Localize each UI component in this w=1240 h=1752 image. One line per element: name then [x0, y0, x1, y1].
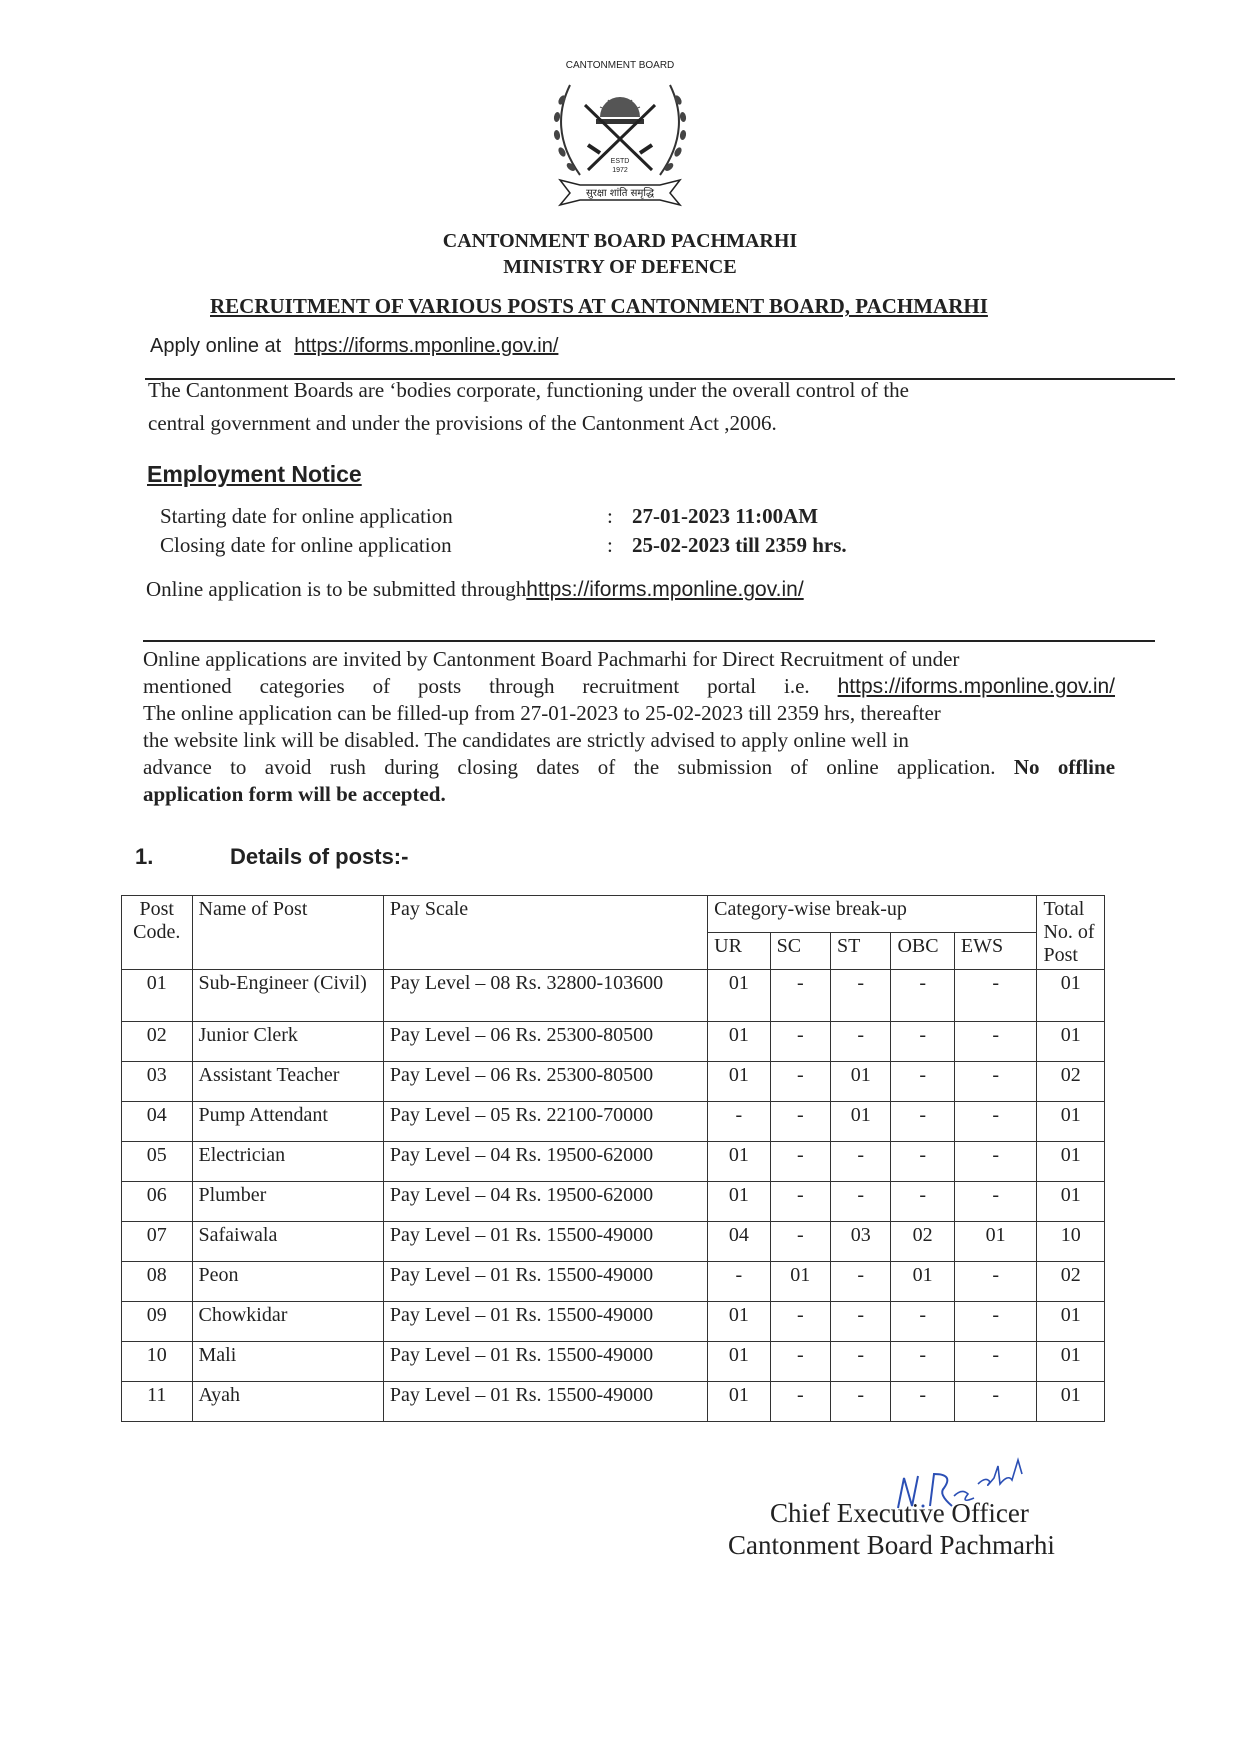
cell-ur: 04 [708, 1222, 770, 1262]
header-ews: EWS [954, 933, 1037, 970]
close-date-label: Closing date for online application [160, 533, 452, 557]
cell-name: Ayah [192, 1382, 383, 1422]
cell-ur: 01 [708, 1062, 770, 1102]
table-row [122, 1222, 1105, 1262]
cell-name: Plumber [192, 1182, 383, 1222]
cell-sc: - [770, 1102, 830, 1142]
cell-st: - [831, 1142, 891, 1182]
cell-st: 01 [831, 1102, 891, 1142]
cell-sc: - [770, 1342, 830, 1382]
cell-ews: - [954, 970, 1037, 1022]
signatory-designation: Chief Executive Officer [770, 1498, 1029, 1528]
cell-code: 09 [122, 1302, 193, 1342]
cell-name: Electrician [192, 1142, 383, 1182]
cell-name: Assistant Teacher [192, 1062, 383, 1102]
cell-ur: 01 [708, 1182, 770, 1222]
paragraph-line-5-text: advance to avoid rush during closing dates of the submission of online application. [143, 755, 996, 779]
cell-name: Mali [192, 1342, 383, 1382]
cell-st: - [831, 1382, 891, 1422]
employment-notice-heading: Employment Notice [147, 461, 362, 487]
cell-sc: 01 [770, 1262, 830, 1302]
cell-code: 03 [122, 1062, 193, 1102]
cell-ews: - [954, 1062, 1037, 1102]
section-title: Details of posts:- [230, 844, 409, 869]
cell-ews: - [954, 1142, 1037, 1182]
table-row [122, 1022, 1105, 1062]
cell-ews: 01 [954, 1222, 1037, 1262]
cell-ur: 01 [708, 1342, 770, 1382]
cell-obc: - [891, 1382, 954, 1422]
cell-obc: - [891, 1342, 954, 1382]
header-obc: OBC [891, 933, 954, 970]
cell-code: 07 [122, 1222, 193, 1262]
cell-name: Junior Clerk [192, 1022, 383, 1062]
cell-st: - [831, 1262, 891, 1302]
divider-2 [143, 640, 1155, 642]
table-row [122, 1382, 1105, 1422]
cell-total: 02 [1037, 1262, 1105, 1302]
cell-name: Peon [192, 1262, 383, 1302]
paragraph-line-1: Online applications are invited by Cantonment Board Pachmarhi for Direct Recruitment of under [143, 647, 960, 671]
cell-total: 01 [1037, 1142, 1105, 1182]
cantonment-board-emblem [540, 45, 700, 215]
cell-sc: - [770, 1182, 830, 1222]
cell-code: 11 [122, 1382, 193, 1422]
cell-sc: - [770, 1222, 830, 1262]
cell-pay: Pay Level – 01 Rs. 15500-49000 [383, 1382, 707, 1422]
cell-st: - [831, 1182, 891, 1222]
cell-code: 02 [122, 1022, 193, 1062]
table-row [122, 1182, 1105, 1222]
cell-obc: - [891, 970, 954, 1022]
cell-total: 01 [1037, 1102, 1105, 1142]
cell-name: Pump Attendant [192, 1102, 383, 1142]
cell-ews: - [954, 1182, 1037, 1222]
apply-online-line [150, 335, 558, 358]
header-ur: UR [708, 933, 770, 970]
table-row [122, 1102, 1105, 1142]
table-row [122, 1302, 1105, 1342]
cell-code: 10 [122, 1342, 193, 1382]
table-row [122, 1262, 1105, 1302]
cell-obc: - [891, 1102, 954, 1142]
cell-code: 01 [122, 970, 193, 1022]
cell-sc: - [770, 970, 830, 1022]
cell-ews: - [954, 1382, 1037, 1422]
ministry-name: MINISTRY OF DEFENCE [503, 256, 737, 278]
cell-ur: - [708, 1102, 770, 1142]
header-post-code: Post Code. [122, 896, 193, 970]
paragraph-line-2-text: mentioned categories of posts through recruitment portal i.e. [143, 674, 810, 698]
cell-ur: 01 [708, 1022, 770, 1062]
emblem-motto: सुरक्षा शांति समृद्धि [586, 188, 654, 199]
cell-obc: - [891, 1142, 954, 1182]
submit-text: Online application is to be submitted through [146, 577, 527, 601]
header-category-breakup: Category-wise break-up [708, 896, 1037, 933]
header-name-of-post: Name of Post [192, 896, 383, 970]
section-number: 1. [135, 844, 154, 869]
cell-pay: Pay Level – 01 Rs. 15500-49000 [383, 1222, 707, 1262]
close-date-colon: : [607, 533, 613, 557]
cell-obc: 02 [891, 1222, 954, 1262]
header-sc: SC [770, 933, 830, 970]
no-offline-text: No offline [1013, 755, 1116, 779]
cell-pay: Pay Level – 01 Rs. 15500-49000 [383, 1302, 707, 1342]
cell-ur: 01 [708, 1382, 770, 1422]
cell-ur: 01 [708, 970, 770, 1022]
cell-total: 01 [1037, 1342, 1105, 1382]
intro-line-2: central government and under the provisions of the Cantonment Act ,2006. [148, 411, 777, 435]
cell-pay: Pay Level – 08 Rs. 32800-103600 [383, 970, 707, 1022]
table-row [122, 1342, 1105, 1382]
cell-pay: Pay Level – 06 Rs. 25300-80500 [383, 1022, 707, 1062]
cell-pay: Pay Level – 01 Rs. 15500-49000 [383, 1342, 707, 1382]
signatory-office: Cantonment Board Pachmarhi [728, 1530, 1055, 1560]
cell-obc: - [891, 1022, 954, 1062]
cell-code: 06 [122, 1182, 193, 1222]
apply-online-link[interactable]: https://iforms.mponline.gov.in/ [294, 335, 559, 357]
invitation-paragraph [143, 646, 1115, 808]
cell-ews: - [954, 1262, 1037, 1302]
cell-st: 01 [831, 1062, 891, 1102]
submit-line [146, 577, 804, 602]
recruitment-title: RECRUITMENT OF VARIOUS POSTS AT CANTONMENT BOARD, PACHMARHI [210, 294, 988, 318]
emblem-year: 1972 [612, 167, 628, 174]
table-row [122, 1062, 1105, 1102]
cell-total: 01 [1037, 970, 1105, 1022]
cell-total: 01 [1037, 1022, 1105, 1062]
start-date-value: 27-01-2023 11:00AM [632, 504, 819, 528]
cell-total: 01 [1037, 1302, 1105, 1342]
org-name: CANTONMENT BOARD PACHMARHI [442, 230, 798, 252]
start-date-label: Starting date for online application [160, 504, 453, 528]
header-total: Total No. of Post [1037, 896, 1105, 970]
cell-st: - [831, 970, 891, 1022]
paragraph-line-3: The online application can be filled-up from 27-01-2023 to 25-02-2023 till 2359 hrs, thereafter [143, 701, 941, 725]
start-date-colon: : [607, 504, 613, 528]
cell-ews: - [954, 1302, 1037, 1342]
cell-total: 02 [1037, 1062, 1105, 1102]
cell-sc: - [770, 1142, 830, 1182]
cell-ews: - [954, 1342, 1037, 1382]
cell-name: Sub-Engineer (Civil) [192, 970, 383, 1022]
cell-pay: Pay Level – 01 Rs. 15500-49000 [383, 1262, 707, 1302]
paragraph-link[interactable]: https://iforms.mponline.gov.in/ [837, 675, 1116, 698]
cell-total: 10 [1037, 1222, 1105, 1262]
posts-table [121, 895, 1105, 1422]
apply-online-label: Apply online at [150, 335, 282, 357]
table-row [122, 1142, 1105, 1182]
cell-sc: - [770, 1382, 830, 1422]
cell-obc: - [891, 1062, 954, 1102]
cell-st: - [831, 1022, 891, 1062]
paragraph-line-4: the website link will be disabled. The candidates are strictly advised to apply online well in [143, 728, 909, 752]
cell-pay: Pay Level – 04 Rs. 19500-62000 [383, 1142, 707, 1182]
header-st: ST [831, 933, 891, 970]
table-header-row-1 [122, 896, 1105, 933]
paragraph-line-6: application form will be accepted. [143, 782, 446, 806]
cell-ews: - [954, 1022, 1037, 1062]
cell-ur: - [708, 1262, 770, 1302]
emblem-ring-text: CANTONMENT BOARD [565, 60, 675, 71]
cell-name: Safaiwala [192, 1222, 383, 1262]
cell-obc: - [891, 1302, 954, 1342]
cell-obc: 01 [891, 1262, 954, 1302]
table-row [122, 970, 1105, 1022]
cell-pay: Pay Level – 04 Rs. 19500-62000 [383, 1182, 707, 1222]
cell-name: Chowkidar [192, 1302, 383, 1342]
cell-sc: - [770, 1302, 830, 1342]
paragraph-line-2 [143, 673, 1115, 700]
cell-code: 08 [122, 1262, 193, 1302]
cell-st: - [831, 1342, 891, 1382]
close-date-value: 25-02-2023 till 2359 hrs. [632, 533, 847, 557]
cell-code: 05 [122, 1142, 193, 1182]
header-pay-scale: Pay Scale [383, 896, 707, 970]
cell-sc: - [770, 1022, 830, 1062]
cell-total: 01 [1037, 1182, 1105, 1222]
cell-ews: - [954, 1102, 1037, 1142]
cell-ur: 01 [708, 1142, 770, 1182]
cell-obc: - [891, 1182, 954, 1222]
emblem-svg [540, 45, 700, 215]
cell-pay: Pay Level – 05 Rs. 22100-70000 [383, 1102, 707, 1142]
cell-st: - [831, 1302, 891, 1342]
cell-sc: - [770, 1062, 830, 1102]
cell-code: 04 [122, 1102, 193, 1142]
intro-line-1: The Cantonment Boards are ‘bodies corporate, functioning under the overall control of the [148, 378, 910, 402]
emblem-estd: ESTD [610, 158, 630, 165]
cell-total: 01 [1037, 1382, 1105, 1422]
paragraph-line-5 [143, 754, 1115, 781]
cell-st: 03 [831, 1222, 891, 1262]
cell-pay: Pay Level – 06 Rs. 25300-80500 [383, 1062, 707, 1102]
cell-ur: 01 [708, 1302, 770, 1342]
submit-link[interactable]: https://iforms.mponline.gov.in/ [526, 578, 804, 601]
